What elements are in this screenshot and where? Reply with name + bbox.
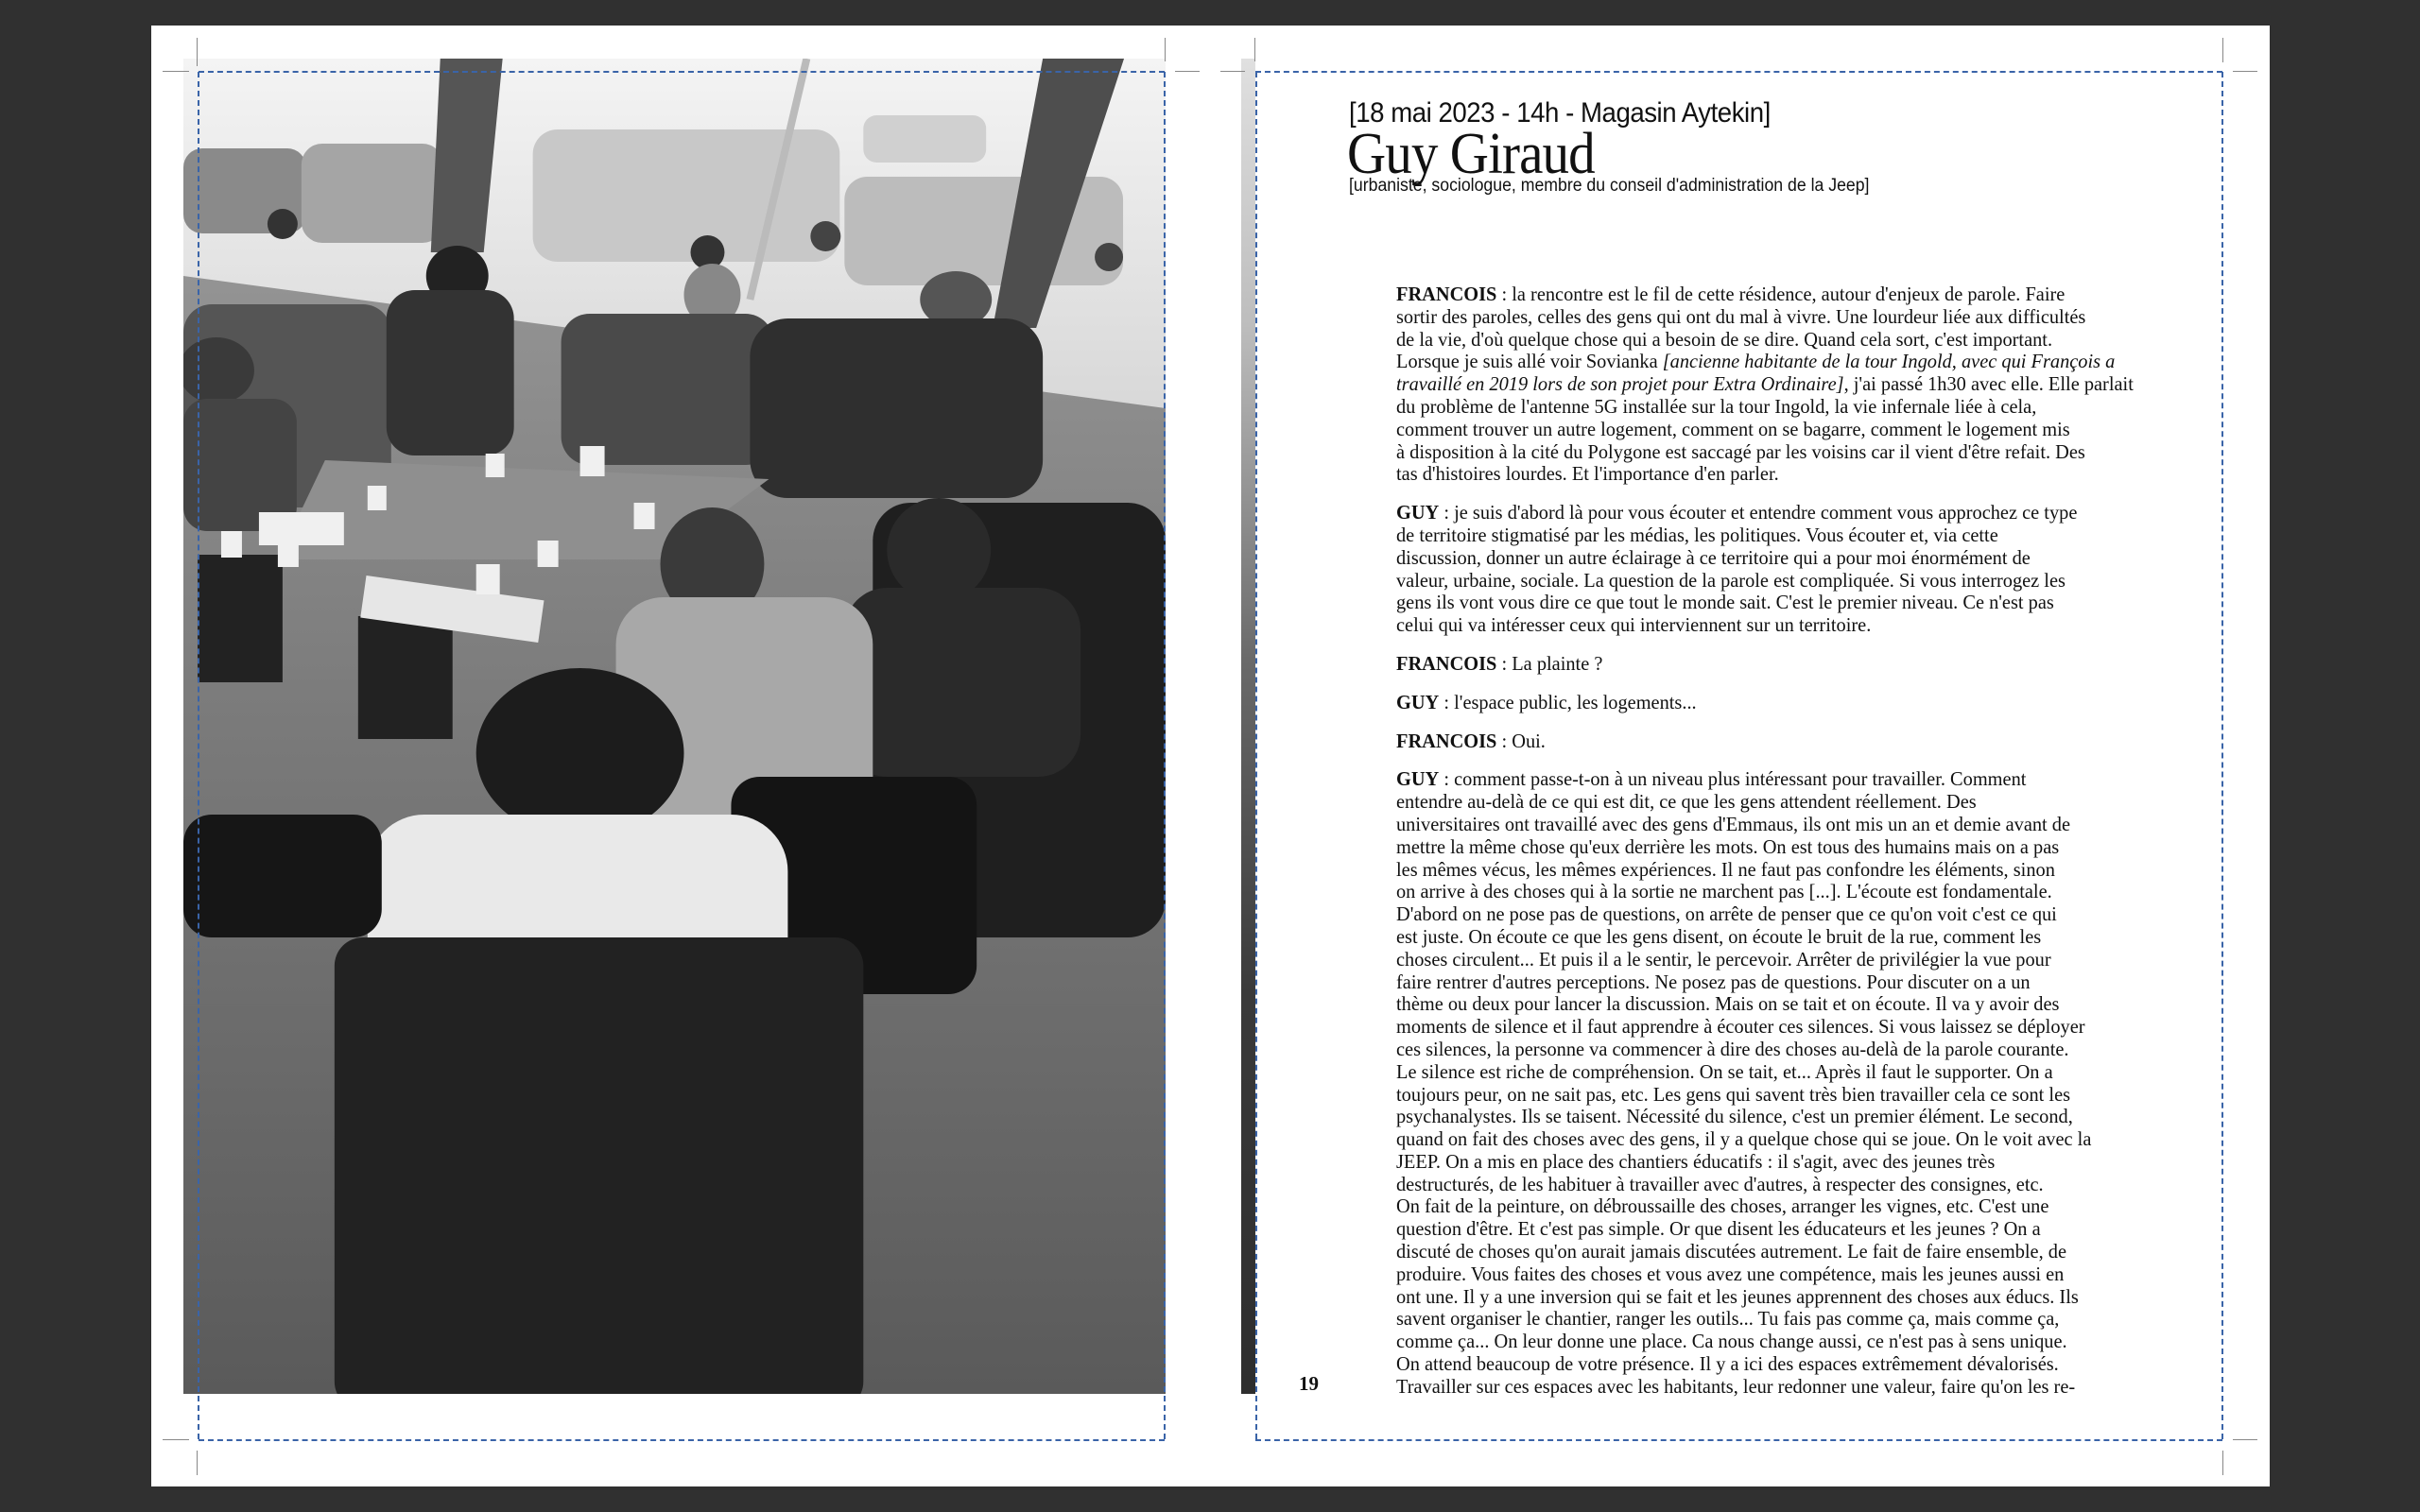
text-line bbox=[1396, 730, 2204, 753]
speaker-name: GUY bbox=[1396, 690, 1440, 713]
speaker-name: FRANCOIS bbox=[1396, 651, 1497, 675]
speech-text: de la vie, d'où quelque chose qui a besoin de se dire. Quand cela sort, c'est important. bbox=[1396, 327, 2053, 351]
dialogue-paragraph bbox=[1396, 284, 2228, 486]
text-line bbox=[1396, 791, 2204, 814]
text-line bbox=[1396, 1128, 2204, 1151]
text-line bbox=[1396, 692, 2204, 714]
crop-mark bbox=[2222, 1451, 2223, 1475]
text-line bbox=[1396, 592, 2204, 614]
text-line bbox=[1396, 284, 2204, 306]
editorial-note: [ancienne habitante de la tour Ingold, avec qui François a bbox=[1662, 350, 2116, 373]
crop-mark bbox=[1220, 71, 1245, 72]
text-line bbox=[1396, 1061, 2204, 1084]
crop-mark bbox=[2222, 38, 2223, 62]
speech-text: toujours peur, on ne sait pas, etc. Les gens qui savent très bien travailler cela ce sont les bbox=[1396, 1082, 2071, 1106]
speech-text: du problème de l'antenne 5G installée sur la tour Ingold, la vie infernale liée à cela, bbox=[1396, 394, 2037, 418]
trim-line-spine-left bbox=[1164, 72, 1166, 1439]
text-line bbox=[1396, 570, 2204, 593]
speech-text: quand on fait des choses avec des gens, il y a quelque chose qui se joue. On le voit avec la bbox=[1396, 1127, 2092, 1151]
speech-text: produire. Vous faites des choses et vous avez une compétence, mais les jeunes aussi en bbox=[1396, 1262, 2065, 1285]
speech-text: est juste. On écoute ce que les gens disent, on écoute le bruit de la rue, comment les bbox=[1396, 924, 2042, 948]
text-line bbox=[1396, 1263, 2204, 1286]
speaker-name: FRANCOIS bbox=[1396, 729, 1497, 752]
speech-text: Lorsque je suis allé voir Sovianka bbox=[1396, 350, 1663, 373]
speech-text: tas d'histoires lourdes. Et l'importance d'en parler. bbox=[1396, 462, 1779, 486]
speaker-name: FRANCOIS bbox=[1396, 283, 1497, 305]
speech-text: JEEP. On a mis en place des chantiers éducatifs : il s'agit, avec des jeunes très bbox=[1396, 1149, 1996, 1173]
speech-text: psychanalystes. Ils se taisent. Nécessité du silence, c'est un premier élément. Le second, bbox=[1396, 1105, 2073, 1128]
speech-text: valeur, urbaine, sociale. La question de la parole est compliquée. Si vous interrogez les bbox=[1396, 568, 2066, 592]
text-line bbox=[1396, 814, 2204, 836]
trim-line-bottom-right bbox=[1255, 1439, 2222, 1441]
dialogue-paragraph bbox=[1396, 692, 2228, 714]
interview-body bbox=[1396, 284, 2228, 1415]
trim-line-bottom-left bbox=[199, 1439, 1165, 1441]
text-line bbox=[1396, 1308, 2204, 1331]
trim-line-spine-right bbox=[1255, 72, 1257, 1439]
crop-mark bbox=[163, 71, 189, 72]
speech-text: on arrive à des choses qui à la sortie ne marchent pas [...]. L'écoute est fondamentale. bbox=[1396, 880, 2052, 903]
text-line bbox=[1396, 1218, 2204, 1241]
text-line bbox=[1396, 1016, 2204, 1039]
speech-text: à disposition à la cité du Polygone est saccagé par les voisins car il vient d'être refait. Des bbox=[1396, 439, 2085, 463]
page-number: 19 bbox=[1299, 1372, 1319, 1395]
speech-text: discuté de choses qu'on aurait jamais discutées autrement. Le fait de faire ensemble, de bbox=[1396, 1240, 2066, 1263]
text-line bbox=[1396, 993, 2204, 1016]
speech-text: de territoire stigmatisé par les médias, les politiques. Vous écouter et, via cette bbox=[1396, 523, 1998, 546]
dialogue-paragraph bbox=[1396, 768, 2228, 1398]
text-line bbox=[1396, 351, 2204, 373]
text-line bbox=[1396, 1241, 2204, 1263]
speech-text: Le silence est riche de compréhension. On se tait, et... Après il faut le supporter. On a bbox=[1396, 1059, 2053, 1083]
speech-text: sortir des paroles, celles des gens qui ont du mal à vivre. Une lourdeur liée aux difficultés bbox=[1396, 304, 2086, 328]
speech-text: : je suis d'abord là pour vous écouter et entendre comment vous approchez ce type bbox=[1439, 501, 2078, 524]
crop-mark bbox=[163, 1439, 189, 1440]
text-line bbox=[1396, 903, 2204, 926]
editorial-note: travaillé en 2019 lors de son projet pour Extra Ordinaire] bbox=[1396, 372, 1844, 396]
speech-text: On attend beaucoup de votre présence. Il y a ici des espaces extrêmement dévalorisés. bbox=[1396, 1352, 2059, 1376]
text-line bbox=[1396, 441, 2204, 464]
text-line bbox=[1396, 1353, 2204, 1376]
text-line bbox=[1396, 768, 2204, 791]
text-line bbox=[1396, 1174, 2204, 1196]
text-line bbox=[1396, 653, 2204, 676]
speech-text: universitaires ont travaillé avec des gens d'Emmaus, ils ont mis un an et demie avant de bbox=[1396, 812, 2071, 835]
text-line bbox=[1396, 1286, 2204, 1309]
speech-text: destructurés, de les habituer à travailler avec d'autres, à respecter des consignes, etc. bbox=[1396, 1172, 2044, 1195]
speech-text: : Oui. bbox=[1496, 729, 1546, 752]
crop-mark bbox=[2233, 71, 2257, 72]
text-line bbox=[1396, 1195, 2204, 1218]
trim-line-top-right bbox=[1255, 71, 2222, 73]
text-line bbox=[1396, 1039, 2204, 1061]
text-line bbox=[1396, 971, 2204, 994]
text-line bbox=[1396, 1331, 2204, 1353]
text-line bbox=[1396, 306, 2204, 329]
speech-text: moments de silence et il faut apprendre à écouter ces silences. Si vous laissez se déployer bbox=[1396, 1015, 2085, 1039]
text-line bbox=[1396, 614, 2204, 637]
speech-text: : La plainte ? bbox=[1496, 651, 1603, 675]
speech-text: : la rencontre est le fil de cette résidence, autour d'enjeux de parole. Faire bbox=[1496, 283, 2066, 305]
speech-text: comme ça... On leur donne une place. Ca nous change aussi, ce n'est pas à sens unique. bbox=[1396, 1330, 2067, 1353]
text-line bbox=[1396, 502, 2204, 524]
dialogue-paragraph bbox=[1396, 502, 2228, 637]
speech-text: D'abord on ne pose pas de questions, on arrête de penser que ce qu'on voit c'est ce qui bbox=[1396, 902, 2057, 926]
text-line bbox=[1396, 881, 2204, 903]
interview-meta: [18 mai 2023 - 14h - Magasin Aytekin] bbox=[1349, 97, 1771, 129]
crop-mark bbox=[2233, 1439, 2257, 1440]
speech-text: mettre la même chose qu'eux derrière les mots. On est tous des humains mais on a pas bbox=[1396, 834, 2060, 858]
speech-text: , j'ai passé 1h30 avec elle. Elle parlait bbox=[1843, 372, 2134, 396]
trim-line-top-left bbox=[199, 71, 1165, 73]
speech-text: : comment passe-t-on à un niveau plus intéressant pour travailler. Comment bbox=[1439, 767, 2027, 791]
speech-text: : l'espace public, les logements... bbox=[1439, 690, 1697, 713]
text-line bbox=[1396, 419, 2204, 441]
crop-mark bbox=[197, 38, 198, 66]
speech-text: Travailler sur ces espaces avec les habitants, leur redonner une valeur, faire qu'on les re- bbox=[1396, 1374, 2076, 1398]
crop-mark bbox=[1254, 38, 1255, 61]
crop-mark bbox=[197, 1451, 198, 1475]
speech-text: celui qui va intéresser ceux qui interviennent sur un territoire. bbox=[1396, 613, 1872, 637]
text-line bbox=[1396, 463, 2204, 486]
crop-mark bbox=[1175, 71, 1200, 72]
text-line bbox=[1396, 1106, 2204, 1128]
speech-text: les mêmes vécus, les mêmes expériences. Il ne faut pas confondre les éléments, sinon bbox=[1396, 857, 2055, 881]
text-line bbox=[1396, 396, 2204, 419]
interviewee-role: [urbaniste, sociologue, membre du conseil d'administration de la Jeep] bbox=[1349, 176, 1870, 196]
text-line bbox=[1396, 949, 2204, 971]
dialogue-paragraph bbox=[1396, 653, 2228, 676]
text-line bbox=[1396, 926, 2204, 949]
text-line bbox=[1396, 1151, 2204, 1174]
text-line bbox=[1396, 836, 2204, 859]
text-line bbox=[1396, 1084, 2204, 1107]
text-line bbox=[1396, 373, 2204, 396]
speech-text: entendre au-delà de ce qui est dit, ce que les gens attendent réellement. Des bbox=[1396, 790, 1977, 814]
text-line bbox=[1396, 859, 2204, 882]
crop-mark bbox=[1165, 38, 1166, 61]
speech-text: ont une. Il y a une inversion qui se fait et les jeunes apprennent des choses aux éducs. Ils bbox=[1396, 1284, 2079, 1308]
interviewee-name: Guy Giraud bbox=[1347, 122, 1595, 186]
speech-text: ces silences, la personne va commencer à dire des choses au-delà de la parole courante. bbox=[1396, 1037, 2069, 1060]
speech-text: choses circulent... Et puis il a le sentir, le percevoir. Arrêter de privilégier la vue pour bbox=[1396, 947, 2051, 971]
speech-text: thème ou deux pour lancer la discussion. Mais on se tait et on écoute. Il va y avoir des bbox=[1396, 992, 2060, 1016]
text-line bbox=[1396, 1376, 2204, 1399]
speech-text: discussion, donner un autre éclairage à ce territoire qui a pour moi énormément de bbox=[1396, 545, 2031, 569]
speech-text: gens ils vont vous dire ce que tout le monde sait. C'est le premier niveau. Ce n'est pas bbox=[1396, 591, 2054, 614]
dialogue-paragraph bbox=[1396, 730, 2228, 753]
group-discussion-photo bbox=[183, 59, 1166, 1394]
speech-text: On fait de la peinture, on débroussaille des choses, arranger les vignes, etc. C'est une bbox=[1396, 1194, 2049, 1218]
speech-text: faire rentrer d'autres perceptions. Ne posez pas de questions. Pour discuter on a un bbox=[1396, 970, 2031, 993]
text-line bbox=[1396, 547, 2204, 570]
photo-bleed-strip bbox=[1241, 59, 1255, 1394]
trim-line-left bbox=[198, 72, 199, 1439]
speech-text: comment trouver un autre logement, comment on se bagarre, comment le logement mis bbox=[1396, 417, 2070, 440]
speech-text: question d'être. Et c'est pas simple. Or que disent les éducateurs et les jeunes ? On a bbox=[1396, 1217, 2041, 1241]
text-line bbox=[1396, 524, 2204, 547]
speaker-name: GUY bbox=[1396, 767, 1440, 791]
text-line bbox=[1396, 329, 2204, 352]
speech-text: savent organiser le chantier, ranger les outils... Tu fais pas comme ça, mais comme ça, bbox=[1396, 1307, 2060, 1331]
speaker-name: GUY bbox=[1396, 501, 1440, 524]
